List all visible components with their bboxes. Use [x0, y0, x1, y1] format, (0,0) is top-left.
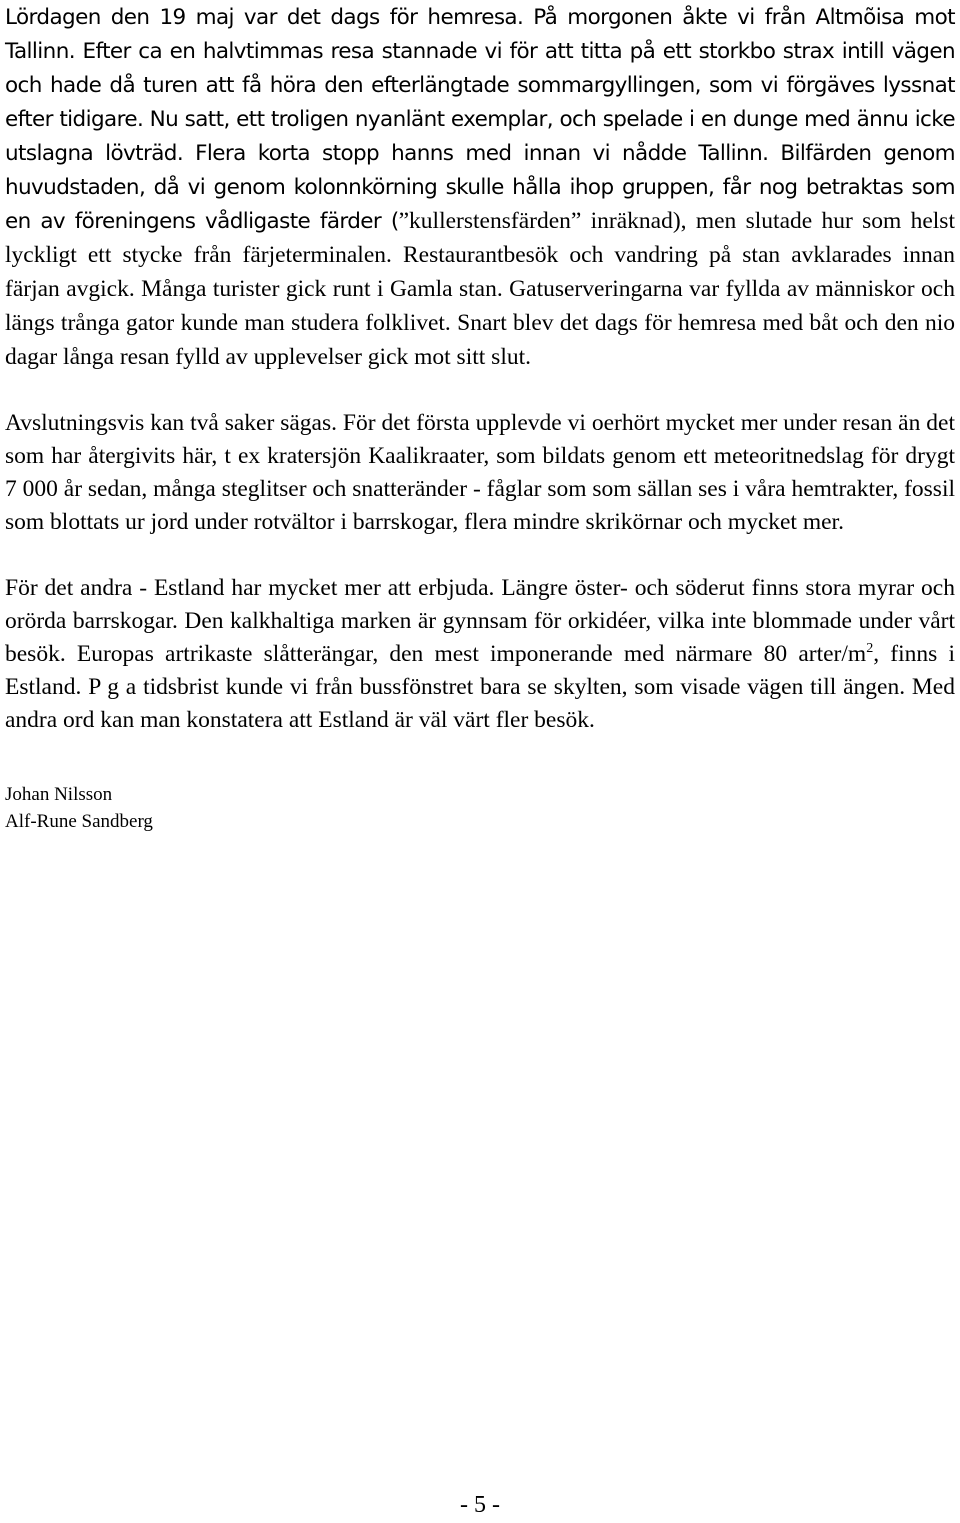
page-number: - 5 -: [460, 1492, 500, 1518]
author-name: Alf-Rune Sandberg: [5, 811, 153, 832]
paragraph-summary: Avslutningsvis kan två saker sägas. För det första upplevde vi oerhört mycket mer under resan än det som har återgivits här, t ex kratersjön Kaalikraater, som bildats genom ett meteoritnedslag för drygt 7 000 år sedan, många steglitser och snatteränder - fåglar som som sällan ses i våra hemtrakter, fossil som blottats ur jord under rotvältor i barrskogar, flera mindre skrikörnar och mycket mer.: [5, 410, 955, 535]
author-list: [5, 781, 955, 835]
paragraph-estonia: [5, 572, 955, 737]
paragraph-text-sans: Lördagen den 19 maj var det dags för hemresa. På morgonen åkte vi från Altmõisa mot Tallinn. Efter ca en halvtimmas resa stannade vi för att titta på ett storkbo strax intill vägen och hade då turen att få höra den efterlängtade sommargyllingen, som vi förgäves lyssnat efter tidigare. Nu satt, ett troligen nyanlänt exemplar, och spelade i en dunge med ännu icke utslagna lövträd. Flera korta stopp hanns med innan vi nådde Tallinn. Bilfärden genom huvudstaden, då vi genom kolonnkörning skulle hålla ihop gruppen, får nog betraktas som en av föreningens vådligaste färder (: [5, 5, 955, 234]
paragraph-homeward-journey: [5, 0, 955, 374]
author-name: Johan Nilsson: [5, 784, 113, 805]
document-page: [5, 0, 955, 835]
paragraph-text-serif: ”kullerstensfärden” inräknad), men slutade hur som helst lyckligt ett stycke från färjeterminalen. Restaurantbesök och vandring på stan avklarades innan färjan avgick. Många turister gick runt i Gamla stan. Gatuserveringarna var fyllda av människor och längs trånga gator kunde man studera folklivet. Snart blev det dags för hemresa med båt och den nio dagar långa resan fylld av upplevelser gick mot sitt slut.: [5, 208, 955, 370]
paragraph-text-before: För det andra - Estland har mycket mer att erbjuda. Längre öster- och söderut finns stora myrar och orörda barrskogar. Den kalkhaltiga marken är gynnsam för orkidéer, vilka inte blommade under vårt besök. Europas artrikaste slåtterängar, den mest imponerande med närmare 80 arter/m: [5, 575, 955, 667]
paragraph-text-after: , finns i Estland. P g a tidsbrist kunde vi från bussfönstret bara se skylten, som visade vägen till ängen. Med andra ord kan man konstatera att Estland är väl värt fler besök.: [5, 641, 955, 733]
superscript: 2: [866, 640, 874, 657]
